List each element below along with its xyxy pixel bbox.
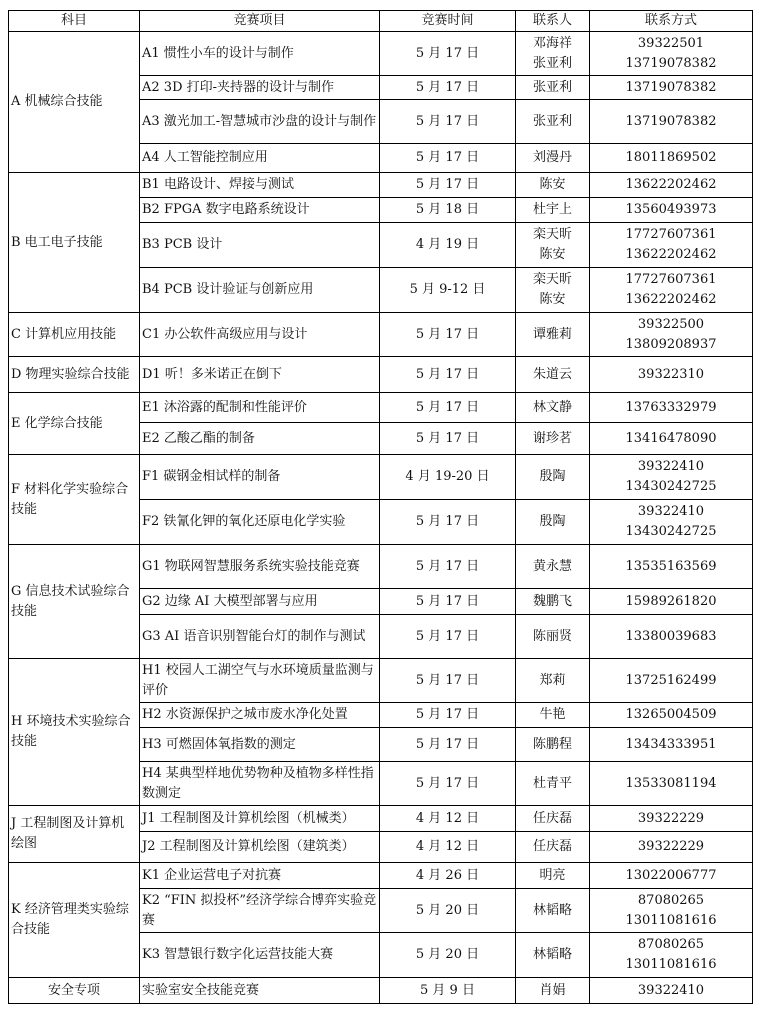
subject-cell: A 机械综合技能 [9,32,140,173]
project-cell: A3 激光加工-智慧城市沙盘的设计与制作 [140,100,380,144]
contact-cell [516,198,590,223]
contact-cell [516,268,590,313]
phone-number: 18011869502 [625,150,717,165]
contact-name: 陈鹏程 [532,736,572,752]
header-subject: 科目 [9,11,140,32]
project-cell: A2 3D 打印-夹持器的设计与制作 [140,76,380,100]
phone-cell [590,545,753,589]
contact-name: 陈安 [539,247,566,262]
project-cell: C1 办公软件高级应用与设计 [140,313,380,357]
phone-cell [590,762,753,806]
phone-number: 87080265 [637,937,705,952]
subject-cell: C 计算机应用技能 [9,313,140,357]
phone-cell [590,173,753,198]
contact-name: 牛艳 [539,707,566,722]
table-body [9,32,753,1004]
date-cell: 4 月 19-20 日 [380,455,516,500]
header-contact: 联系人 [516,11,590,32]
phone-cell [590,863,753,889]
phone-cell [590,889,753,933]
phone-cell [590,393,753,423]
contact-cell [516,313,590,357]
contact-cell [516,423,590,455]
contact-cell [516,500,590,545]
contact-cell [516,357,590,393]
phone-cell [590,500,753,545]
contact-name: 张亚利 [532,79,572,95]
phone-cell [590,223,753,268]
phone-cell [590,615,753,659]
project-cell: K3 智慧银行数字化运营技能大赛 [140,933,380,978]
date-cell: 5 月 17 日 [380,423,516,455]
header-project: 竞赛项目 [140,11,380,32]
date-cell: 4 月 26 日 [380,863,516,889]
project-cell: K2 “FIN 拟投杯”经济学综合博弈实验竞赛 [140,889,380,933]
date-cell: 5 月 17 日 [380,545,516,589]
contact-cell [516,806,590,832]
date-cell: 5 月 17 日 [380,659,516,703]
phone-cell [590,76,753,100]
phone-cell [590,313,753,357]
contact-name: 任庆磊 [532,839,572,854]
contact-name: 陈丽贤 [532,628,572,644]
subject-cell: E 化学综合技能 [9,393,140,455]
project-cell: F1 碳钢金相试样的制备 [140,455,380,500]
contact-name: 谢珍茗 [532,430,572,446]
table-row [9,806,753,832]
table-row [9,545,753,589]
phone-number: 13434333951 [625,736,717,752]
date-cell: 5 月 17 日 [380,615,516,659]
competition-table [8,10,753,1004]
phone-cell [590,32,753,76]
phone-cell [590,144,753,173]
contact-name: 明亮 [539,867,566,883]
phone-number: 13011081616 [625,957,717,972]
project-cell: B3 PCB 设计 [140,223,380,268]
phone-cell [590,978,753,1004]
project-cell: A4 人工智能控制应用 [140,144,380,173]
table-row [9,357,753,393]
phone-cell [590,703,753,728]
contact-name: 朱道云 [532,366,572,382]
contact-name: 郑莉 [539,672,566,688]
contact-cell [516,393,590,423]
phone-cell [590,455,753,500]
project-cell: B4 PCB 设计验证与创新应用 [140,268,380,313]
date-cell: 5 月 17 日 [380,313,516,357]
project-cell: D1 听！多米诺正在倒下 [140,357,380,393]
project-cell: H2 水资源保护之城市废水净化处置 [140,703,380,728]
phone-number: 87080265 [637,892,705,908]
phone-cell [590,659,753,703]
contact-cell [516,703,590,728]
phone-number: 13265004509 [625,707,717,722]
phone-number: 13560493973 [625,202,717,217]
phone-number: 13380039683 [625,628,717,644]
phone-number: 13430242725 [625,524,717,539]
phone-number: 13533081194 [625,775,717,791]
contact-cell [516,455,590,500]
contact-cell [516,832,590,863]
contact-name: 杜宇上 [532,202,572,217]
project-cell: H3 可燃固体氧指数的测定 [140,728,380,762]
contact-cell [516,863,590,889]
contact-name: 殷陶 [539,469,566,484]
contact-name: 张亚利 [532,55,572,71]
phone-cell [590,423,753,455]
phone-cell [590,357,753,393]
contact-cell [516,100,590,144]
date-cell: 5 月 17 日 [380,100,516,144]
contact-name: 任庆磊 [532,810,572,826]
phone-number: 15989261820 [625,593,717,609]
phone-number: 13719078382 [625,55,717,71]
subject-cell: H 环境技术实验综合技能 [9,659,140,806]
project-cell: J2 工程制图及计算机绘图（建筑类） [140,832,380,863]
phone-number: 13022006777 [625,867,717,883]
contact-name: 刘漫丹 [532,150,572,165]
contact-name: 黄永慧 [532,558,572,574]
header-phone: 联系方式 [590,11,753,32]
phone-number: 39322501 [637,35,705,51]
phone-cell [590,198,753,223]
contact-cell [516,728,590,762]
phone-number: 39322500 [637,316,705,332]
contact-cell [516,978,590,1004]
contact-cell [516,545,590,589]
date-cell: 4 月 19 日 [380,223,516,268]
date-cell: 5 月 17 日 [380,762,516,806]
date-cell: 4 月 12 日 [380,832,516,863]
date-cell: 5 月 17 日 [380,76,516,100]
project-cell: G1 物联网智慧服务系统实验技能竞赛 [140,545,380,589]
table-row [9,313,753,357]
phone-number: 13535163569 [625,558,717,574]
phone-number: 13719078382 [625,79,717,95]
subject-cell: J 工程制图及计算机绘图 [9,806,140,863]
contact-name: 栾天昕 [532,227,572,242]
contact-cell [516,889,590,933]
contact-cell [516,933,590,978]
phone-cell [590,268,753,313]
date-cell: 5 月 18 日 [380,198,516,223]
date-cell: 5 月 20 日 [380,933,516,978]
phone-number: 13622202462 [625,177,717,192]
phone-number: 13763332979 [625,399,717,415]
table-row [9,173,753,198]
contact-cell [516,76,590,100]
project-cell: E2 乙酸乙酯的制备 [140,423,380,455]
date-cell: 5 月 17 日 [380,32,516,76]
phone-number: 39322410 [637,459,705,474]
project-cell: G2 边缘 AI 大模型部署与应用 [140,589,380,615]
table-row [9,32,753,76]
project-cell: 实验室安全技能竞赛 [140,978,380,1004]
phone-number: 13622202462 [625,292,717,307]
contact-name: 林韬略 [532,902,572,918]
header-date: 竞赛时间 [380,11,516,32]
contact-name: 邓海祥 [532,35,572,51]
phone-number: 13622202462 [625,247,717,262]
contact-cell [516,615,590,659]
date-cell: 5 月 17 日 [380,173,516,198]
date-cell: 5 月 20 日 [380,889,516,933]
contact-name: 谭雅莉 [532,326,572,342]
subject-cell: G 信息技术试验综合技能 [9,545,140,659]
project-cell: B2 FPGA 数字电路系统设计 [140,198,380,223]
project-cell: B1 电路设计、焊接与测试 [140,173,380,198]
phone-number: 13011081616 [625,912,717,928]
date-cell: 5 月 17 日 [380,500,516,545]
phone-cell [590,933,753,978]
project-cell: F2 铁氰化钾的氧化还原电化学实验 [140,500,380,545]
project-cell: K1 企业运营电子对抗赛 [140,863,380,889]
phone-number: 13416478090 [625,430,717,446]
phone-cell [590,728,753,762]
date-cell: 5 月 9-12 日 [380,268,516,313]
phone-cell [590,589,753,615]
date-cell: 5 月 17 日 [380,357,516,393]
phone-number: 39322229 [637,839,705,854]
table-row [9,863,753,889]
date-cell: 4 月 12 日 [380,806,516,832]
phone-cell [590,832,753,863]
table-row [9,978,753,1004]
date-cell: 5 月 17 日 [380,393,516,423]
project-cell: J1 工程制图及计算机绘图（机械类） [140,806,380,832]
contact-cell [516,589,590,615]
contact-name: 殷陶 [539,514,566,529]
phone-number: 17727607361 [625,227,717,242]
phone-cell [590,100,753,144]
contact-name: 杜青平 [532,775,572,791]
contact-cell [516,223,590,268]
date-cell: 5 月 17 日 [380,144,516,173]
contact-cell [516,173,590,198]
contact-name: 陈安 [539,292,566,307]
phone-number: 39322229 [637,810,705,826]
contact-name: 陈安 [539,177,566,192]
date-cell: 5 月 17 日 [380,589,516,615]
contact-cell [516,32,590,76]
contact-cell [516,144,590,173]
subject-cell: D 物理实验综合技能 [9,357,140,393]
subject-cell: K 经济管理类实验综合技能 [9,863,140,978]
contact-name: 张亚利 [532,113,572,129]
date-cell: 5 月 17 日 [380,703,516,728]
project-cell: G3 AI 语音识别智能台灯的制作与测试 [140,615,380,659]
project-cell: H1 校园人工湖空气与水环境质量监测与评价 [140,659,380,703]
contact-name: 肖娟 [539,982,566,998]
phone-number: 13430242725 [625,479,717,494]
phone-number: 17727607361 [625,272,717,287]
phone-number: 13809208937 [625,336,717,352]
date-cell: 5 月 9 日 [380,978,516,1004]
subject-cell: F 材料化学实验综合技能 [9,455,140,545]
phone-number: 39322410 [637,982,705,998]
contact-name: 栾天昕 [532,272,572,287]
contact-cell [516,762,590,806]
phone-number: 13719078382 [625,113,717,129]
project-cell: A1 惯性小车的设计与制作 [140,32,380,76]
table-row [9,455,753,500]
contact-name: 林韬略 [532,947,572,962]
contact-name: 林文静 [532,399,572,415]
subject-cell: B 电工电子技能 [9,173,140,313]
table-row [9,659,753,703]
contact-name: 魏鹏飞 [532,593,572,609]
table-row [9,393,753,423]
contact-cell [516,659,590,703]
project-cell: H4 某典型样地优势物种及植物多样性指数测定 [140,762,380,806]
phone-number: 13725162499 [625,672,717,688]
phone-number: 39322410 [637,504,705,519]
project-cell: E1 沐浴露的配制和性能评价 [140,393,380,423]
phone-cell [590,806,753,832]
phone-number: 39322310 [637,366,705,382]
date-cell: 5 月 17 日 [380,728,516,762]
header-row [9,11,753,32]
subject-cell: 安全专项 [9,978,140,1004]
